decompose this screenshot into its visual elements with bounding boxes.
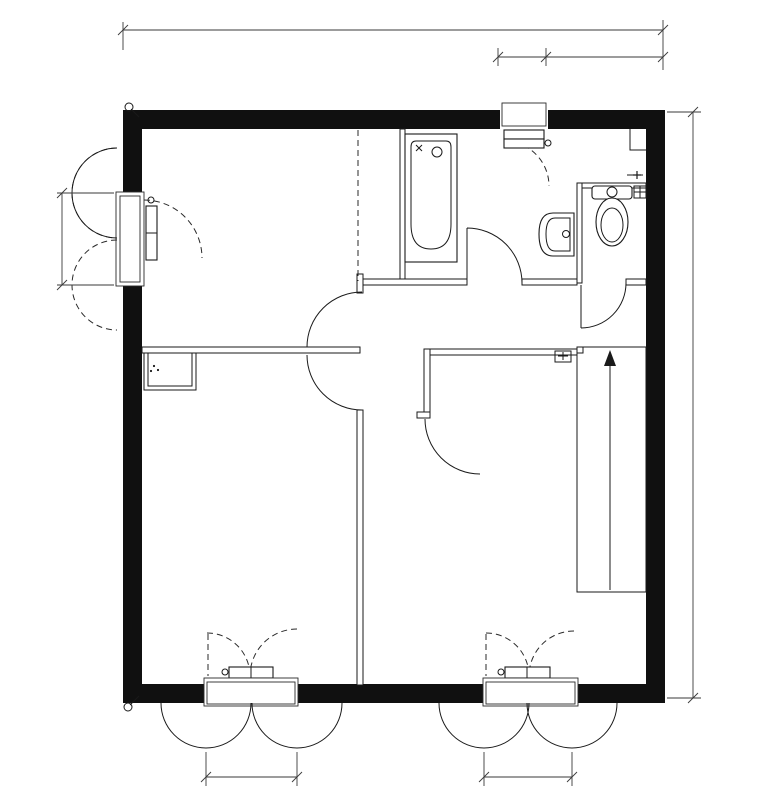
wall-bains-west <box>400 129 405 283</box>
wall-bains-south-left <box>360 279 467 285</box>
wall-wc-south <box>626 279 646 285</box>
wall-bains-south-right <box>522 279 577 285</box>
wall-ch2-ch3 <box>357 410 363 685</box>
bathtub <box>405 134 457 262</box>
wall-wc-west <box>577 183 582 283</box>
washbasin <box>539 213 574 256</box>
wall-ch3-nw <box>424 349 430 415</box>
wall-ch1-ch2 <box>142 347 360 353</box>
wall-dgt-ch3 <box>424 349 577 355</box>
wall-stub-ch1-door <box>357 274 363 293</box>
wall-ch3-step <box>417 412 430 418</box>
